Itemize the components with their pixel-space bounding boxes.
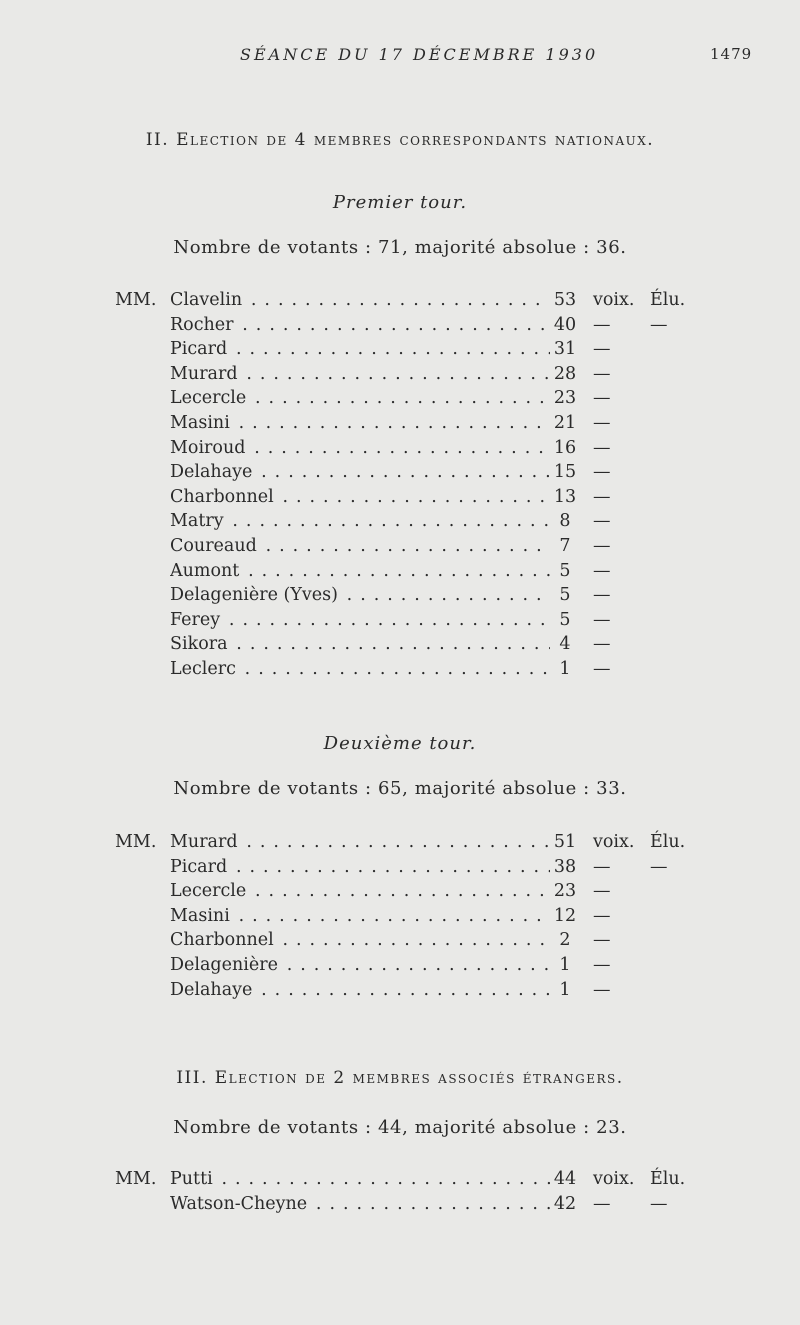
candidate-name-leader: [170, 485, 550, 510]
candidate-name-leader: [170, 855, 550, 880]
candidate-prefix: MM.: [115, 832, 157, 852]
candidate-votes: 44: [553, 1169, 577, 1189]
candidate-unit: —: [593, 314, 611, 335]
candidate-votes: 53: [553, 290, 577, 310]
candidate-result: Élu.: [650, 832, 686, 852]
candidate-unit: —: [593, 905, 611, 926]
candidate-name: Ferey: [170, 609, 221, 630]
candidate-votes: 15: [553, 462, 577, 483]
candidate-name-leader: [170, 460, 550, 485]
candidate-result: —: [650, 856, 668, 877]
candidate-unit: —: [593, 634, 611, 655]
candidate-unit: —: [593, 412, 611, 433]
votes-line-premier-tour: Nombre de votants : 71, majorité absolue : 36.: [173, 237, 627, 258]
candidate-prefix: MM.: [115, 1169, 157, 1189]
candidate-unit: —: [593, 535, 611, 556]
candidate-name: Picard: [170, 856, 228, 877]
candidate-name-leader: [170, 411, 550, 436]
candidate-name: Murard: [170, 832, 238, 852]
candidate-name: Rocher: [170, 314, 234, 335]
candidate-votes: 8: [559, 511, 571, 532]
page-header: [0, 45, 800, 75]
candidate-unit: —: [593, 954, 611, 975]
candidate-votes: 23: [553, 881, 577, 902]
candidate-name: Murard: [170, 363, 238, 384]
candidate-name: Aumont: [170, 560, 240, 581]
candidate-name-leader: [170, 928, 550, 953]
candidate-unit: —: [593, 856, 611, 877]
candidate-unit: —: [593, 388, 611, 409]
candidate-votes: 40: [553, 314, 577, 335]
candidate-name: Masini: [170, 412, 230, 433]
section-heading-correspondants: II. Election de 4 membres correspondants nationaux.: [145, 130, 655, 150]
votes-line-deuxieme-tour: Nombre de votants : 65, majorité absolue : 33.: [173, 778, 627, 799]
candidate-name: Picard: [170, 339, 228, 360]
candidate-unit: —: [593, 609, 611, 630]
candidate-unit: —: [593, 979, 611, 1000]
candidate-name-leader: [170, 953, 550, 978]
candidate-name: Charbonnel: [170, 486, 274, 507]
candidate-votes: 5: [559, 609, 571, 630]
candidate-result: Élu.: [650, 1169, 686, 1189]
round-title-premier-tour: Premier tour.: [332, 192, 468, 213]
candidate-unit: —: [593, 339, 611, 360]
candidate-name: Delagenière (Yves): [170, 585, 338, 606]
running-head: SÉANCE DU 17 DÉCEMBRE 1930: [240, 45, 599, 64]
candidate-name: Watson-Cheyne: [170, 1193, 308, 1214]
candidate-unit: —: [593, 585, 611, 606]
candidate-votes: 7: [559, 535, 571, 556]
candidate-name-leader: [170, 830, 550, 855]
candidate-votes: 1: [559, 954, 571, 975]
candidate-votes: 38: [553, 856, 577, 877]
candidate-votes: 1: [559, 658, 571, 679]
page-number: 1479: [710, 45, 753, 63]
candidate-name-leader: [170, 362, 550, 387]
candidate-name-leader: [170, 509, 550, 534]
candidate-name: Putti: [170, 1169, 213, 1189]
candidate-name: Lecercle: [170, 881, 247, 902]
candidate-name-leader: [170, 559, 550, 584]
candidate-name-leader: [170, 1167, 550, 1192]
candidate-votes: 16: [553, 437, 577, 458]
candidate-name-leader: [170, 386, 550, 411]
candidate-unit: —: [593, 1193, 611, 1214]
section-heading-associes: III. Election de 2 membres associés étrangers.: [176, 1068, 624, 1088]
candidate-name-leader: [170, 904, 550, 929]
candidate-name: Masini: [170, 905, 230, 926]
candidate-name-leader: [170, 608, 550, 633]
candidate-votes: 42: [553, 1193, 577, 1214]
candidate-name: Delahaye: [170, 462, 253, 483]
candidate-votes: 5: [559, 560, 571, 581]
candidate-votes: 31: [553, 339, 577, 360]
candidate-votes: 12: [553, 905, 577, 926]
candidate-name-leader: [170, 337, 550, 362]
candidate-unit: —: [593, 511, 611, 532]
candidate-name: Coureaud: [170, 535, 257, 556]
candidate-name: Clavelin: [170, 290, 243, 310]
candidate-unit: —: [593, 462, 611, 483]
candidate-votes: 28: [553, 363, 577, 384]
candidate-unit: voix.: [593, 1169, 635, 1189]
candidate-votes: 21: [553, 412, 577, 433]
candidate-votes: 1: [559, 979, 571, 1000]
candidate-result: Élu.: [650, 290, 686, 310]
candidate-votes: 4: [559, 634, 571, 655]
candidate-name-leader: [170, 657, 550, 682]
candidate-name: Delahaye: [170, 979, 253, 1000]
votes-line-associes: Nombre de votants : 44, majorité absolue : 23.: [173, 1117, 627, 1138]
candidate-name: Delagenière: [170, 954, 278, 975]
candidate-unit: —: [593, 363, 611, 384]
candidate-name-leader: [170, 288, 550, 313]
candidate-name-leader: [170, 879, 550, 904]
candidate-name-leader: [170, 1192, 550, 1217]
candidate-votes: 13: [553, 486, 577, 507]
candidate-unit: voix.: [593, 290, 635, 310]
candidate-unit: voix.: [593, 832, 635, 852]
candidate-votes: 23: [553, 388, 577, 409]
candidate-name: Matry: [170, 511, 224, 532]
candidate-votes: 5: [559, 585, 571, 606]
candidate-result: —: [650, 314, 668, 335]
candidate-name: Moiroud: [170, 437, 246, 458]
round-title-deuxieme-tour: Deuxième tour.: [323, 733, 477, 754]
candidate-name: Leclerc: [170, 658, 236, 679]
candidate-unit: —: [593, 881, 611, 902]
candidate-name-leader: [170, 978, 550, 1003]
candidate-result: —: [650, 1193, 668, 1214]
candidate-unit: —: [593, 486, 611, 507]
candidate-name-leader: [170, 436, 550, 461]
candidate-unit: —: [593, 930, 611, 951]
candidate-name-leader: [170, 583, 550, 608]
candidate-votes: 2: [559, 930, 571, 951]
candidate-unit: —: [593, 560, 611, 581]
candidate-name: Sikora: [170, 634, 228, 655]
candidate-name: Lecercle: [170, 388, 247, 409]
candidate-name-leader: [170, 632, 550, 657]
candidate-votes: 51: [553, 832, 577, 852]
candidate-prefix: MM.: [115, 290, 157, 310]
candidate-unit: —: [593, 437, 611, 458]
candidate-name-leader: [170, 534, 550, 559]
candidate-name: Charbonnel: [170, 930, 274, 951]
candidate-name-leader: [170, 313, 550, 338]
candidate-unit: —: [593, 658, 611, 679]
